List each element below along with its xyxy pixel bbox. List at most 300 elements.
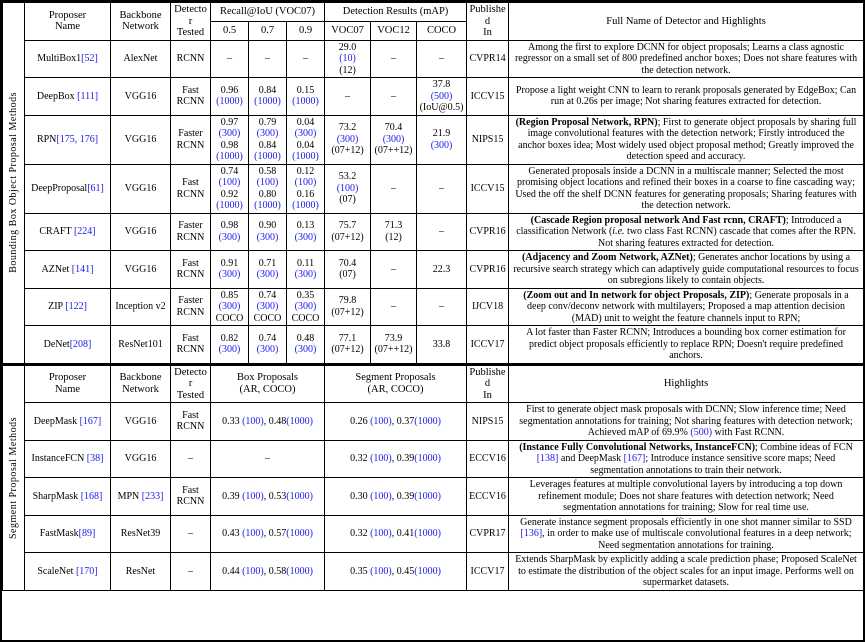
cell-published-in bbox=[467, 213, 509, 251]
cell-line bbox=[513, 517, 859, 552]
citation-link[interactable]: [167] bbox=[623, 453, 646, 464]
cell-line bbox=[213, 344, 246, 356]
cell-recall-0-9 bbox=[287, 78, 325, 116]
text-segment: – bbox=[227, 53, 232, 64]
cell-line bbox=[373, 134, 414, 146]
header-line: Proposer bbox=[48, 9, 87, 21]
cell-line bbox=[373, 333, 414, 345]
cell-map-voc07 bbox=[325, 326, 371, 364]
text-segment: (100) bbox=[370, 528, 392, 539]
text-segment: (07+12) bbox=[331, 231, 364, 243]
text-segment: (100) bbox=[242, 415, 264, 427]
cell-line bbox=[251, 344, 284, 356]
cell-map-coco bbox=[417, 78, 467, 116]
cell-proposer-name bbox=[25, 164, 111, 213]
header-line: Name bbox=[54, 383, 81, 395]
text-segment: Fast bbox=[182, 177, 199, 188]
text-segment: (1000) bbox=[414, 415, 441, 427]
cell-line bbox=[327, 183, 368, 195]
column-header bbox=[111, 365, 171, 403]
column-subheader: 0.7 bbox=[249, 21, 287, 40]
text-segment: 0.04 bbox=[296, 116, 315, 128]
cell-proposer-name bbox=[25, 326, 111, 364]
text-segment: – bbox=[188, 565, 193, 577]
cell-map-voc07 bbox=[325, 78, 371, 116]
text-segment: COCO bbox=[253, 312, 282, 324]
text-segment: (1000) bbox=[286, 565, 313, 577]
text-segment: ICCV15 bbox=[470, 182, 505, 194]
header-line: Detector bbox=[174, 4, 207, 27]
citation-link[interactable]: [141] bbox=[71, 263, 94, 275]
text-segment: 0.33 bbox=[222, 415, 243, 427]
text-segment: (100) bbox=[256, 177, 279, 188]
header-line: Network bbox=[122, 21, 159, 33]
column-header bbox=[509, 365, 864, 403]
text-segment: 70.4 bbox=[384, 122, 403, 134]
text-segment: 0.12 bbox=[296, 165, 315, 177]
cell-line bbox=[213, 117, 246, 129]
cell-proposer-name bbox=[25, 515, 111, 553]
cell-backbone-network bbox=[111, 164, 171, 213]
cell-line bbox=[173, 269, 208, 281]
cell-proposer-name bbox=[25, 553, 111, 591]
cell-line bbox=[251, 269, 284, 281]
cell-line bbox=[419, 301, 464, 313]
text-segment: Generate instance segment proposals efficiently in one shot manner similar to SSD bbox=[520, 516, 852, 528]
text-segment: ECCV16 bbox=[469, 490, 506, 502]
cell-line bbox=[113, 134, 168, 146]
cell-line bbox=[373, 264, 414, 276]
bounding-box-proposal-methods-table bbox=[2, 2, 864, 364]
cell-line bbox=[27, 566, 108, 578]
cell-published-in bbox=[467, 515, 509, 553]
cell-recall-0-7 bbox=[249, 115, 287, 164]
cell-line bbox=[213, 220, 246, 232]
cell-backbone-network bbox=[111, 403, 171, 441]
section-side-label bbox=[3, 3, 25, 364]
cell-line bbox=[213, 269, 246, 281]
header-line: Network bbox=[122, 383, 159, 395]
cell-line bbox=[251, 85, 284, 97]
text-segment: 0.80 bbox=[258, 188, 277, 200]
cell-line bbox=[513, 215, 859, 250]
cell-recall-0-7 bbox=[249, 78, 287, 116]
cell-line bbox=[289, 290, 322, 302]
cell-highlights bbox=[509, 251, 864, 289]
text-segment: CVPR16 bbox=[469, 263, 506, 275]
cell-line bbox=[469, 491, 506, 503]
text-segment: (1000) bbox=[254, 200, 281, 211]
text-segment: 0.98 bbox=[220, 220, 239, 232]
cell-backbone-network bbox=[111, 553, 171, 591]
text-segment: A lot faster than Faster RCNN; Introduces a bounding box corner estimation for predict object proposals efficiently to replace RPN; Doesn't require predefined anchors. bbox=[526, 327, 846, 361]
cell-recall-0-9 bbox=[287, 326, 325, 364]
table-row bbox=[3, 288, 864, 326]
text-segment: (07++12) bbox=[374, 344, 413, 356]
cell-recall-0-7 bbox=[249, 40, 287, 78]
text-segment: 0.11 bbox=[296, 257, 315, 269]
cell-line bbox=[289, 53, 322, 65]
cell-backbone-network bbox=[111, 115, 171, 164]
cell-line bbox=[173, 333, 208, 345]
cell-recall-0-5 bbox=[211, 115, 249, 164]
text-segment: (1000) bbox=[216, 151, 243, 162]
cell-line bbox=[213, 96, 246, 108]
text-segment: (1000) bbox=[414, 490, 441, 502]
cell-line bbox=[213, 453, 322, 465]
cell-line bbox=[289, 333, 322, 345]
citation-link[interactable]: [38] bbox=[86, 453, 104, 464]
citation-link[interactable]: [111] bbox=[77, 90, 99, 102]
text-segment: (Adjacency and Zoom Network, AZNet) bbox=[522, 252, 693, 263]
cell-segment-proposals bbox=[325, 553, 467, 591]
text-segment: (07) bbox=[339, 269, 356, 281]
header-line: (AR, COCO) bbox=[367, 383, 424, 395]
cell-box-proposals bbox=[211, 403, 325, 441]
text-segment: RPN bbox=[36, 133, 57, 145]
text-segment: (1000) bbox=[414, 565, 441, 577]
cell-line bbox=[213, 566, 322, 578]
cell-line bbox=[113, 528, 168, 540]
citation-link[interactable]: [170] bbox=[75, 565, 98, 577]
cell-line bbox=[513, 327, 859, 362]
citation-link[interactable]: [224] bbox=[73, 226, 96, 237]
text-segment: 0.84 bbox=[258, 84, 277, 96]
text-segment: 75.7 bbox=[338, 220, 357, 232]
text-segment: (100) bbox=[242, 528, 264, 539]
cell-published-in bbox=[467, 403, 509, 441]
cell-line bbox=[27, 528, 108, 540]
cell-line bbox=[419, 102, 464, 114]
text-segment: (300) bbox=[294, 231, 317, 243]
text-segment: (IoU@0.5) bbox=[419, 102, 464, 113]
cell-line bbox=[289, 258, 322, 270]
cell-published-in bbox=[467, 326, 509, 364]
text-segment: CVPR16 bbox=[469, 226, 506, 237]
column-header bbox=[467, 3, 509, 41]
text-segment: , 0.57 bbox=[263, 528, 287, 539]
cell-line bbox=[327, 65, 368, 77]
cell-backbone-network bbox=[111, 251, 171, 289]
cell-backbone-network bbox=[111, 515, 171, 553]
text-segment: (300) bbox=[382, 133, 405, 145]
cell-line bbox=[373, 183, 414, 195]
cell-recall-0-9 bbox=[287, 115, 325, 164]
cell-line bbox=[327, 145, 368, 157]
cell-map-voc07 bbox=[325, 164, 371, 213]
cell-recall-0-7 bbox=[249, 213, 287, 251]
text-segment: 0.97 bbox=[220, 116, 239, 128]
table-row bbox=[3, 164, 864, 213]
cell-segment-proposals bbox=[325, 403, 467, 441]
cell-line bbox=[251, 140, 284, 152]
cell-proposer-name bbox=[25, 251, 111, 289]
citation-link[interactable]: [61] bbox=[87, 182, 104, 194]
cell-line bbox=[213, 491, 322, 503]
citation-link[interactable]: [52] bbox=[81, 53, 98, 64]
segment-proposal-methods-table bbox=[2, 364, 864, 591]
text-segment: (Region Proposal Network, RPN) bbox=[515, 116, 658, 128]
cell-map-voc12 bbox=[371, 288, 417, 326]
text-segment: 0.79 bbox=[258, 116, 277, 128]
text-segment: (300) bbox=[218, 344, 241, 356]
text-segment: – bbox=[391, 182, 397, 194]
text-segment: 29.0 bbox=[338, 41, 357, 53]
cell-map-voc07 bbox=[325, 251, 371, 289]
cell-line bbox=[327, 344, 368, 356]
text-segment: COCO bbox=[291, 312, 320, 324]
cell-line bbox=[469, 134, 506, 146]
cell-proposer-name bbox=[25, 78, 111, 116]
text-segment: (100) bbox=[242, 490, 264, 502]
text-segment: (100) bbox=[370, 565, 392, 577]
text-segment: – bbox=[391, 301, 397, 312]
cell-line bbox=[469, 301, 506, 313]
cell-line bbox=[327, 232, 368, 244]
text-segment: (100) bbox=[294, 177, 317, 188]
cell-detector-tested bbox=[171, 78, 211, 116]
cell-line bbox=[251, 220, 284, 232]
cell-map-voc12 bbox=[371, 326, 417, 364]
cell-line bbox=[289, 220, 322, 232]
text-segment: – bbox=[439, 53, 445, 64]
citation-link[interactable]: [122] bbox=[65, 301, 87, 312]
cell-line bbox=[251, 313, 284, 325]
cell-line bbox=[469, 339, 506, 351]
column-subheader: COCO bbox=[417, 21, 467, 40]
cell-map-voc12 bbox=[371, 40, 417, 78]
column-header bbox=[509, 3, 864, 41]
cell-line bbox=[251, 166, 284, 178]
cell-line bbox=[213, 258, 246, 270]
cell-line bbox=[513, 479, 859, 514]
cell-detector-tested bbox=[171, 326, 211, 364]
cell-published-in bbox=[467, 115, 509, 164]
cell-line bbox=[27, 183, 108, 195]
text-segment: (300) bbox=[218, 231, 241, 243]
cell-line bbox=[173, 232, 208, 244]
cell-line bbox=[419, 53, 464, 65]
cell-line bbox=[419, 79, 464, 91]
text-segment: (Instance Fully Convolutional Networks, InstanceFCN) bbox=[519, 441, 756, 453]
text-segment: ; Introduced a classification Network ( bbox=[516, 214, 842, 237]
cell-line bbox=[173, 410, 208, 422]
cell-map-voc12 bbox=[371, 115, 417, 164]
cell-published-in bbox=[467, 288, 509, 326]
cell-line bbox=[373, 220, 414, 232]
cell-line bbox=[469, 566, 506, 578]
cell-line bbox=[213, 416, 322, 428]
cell-line bbox=[213, 53, 246, 65]
citation-link[interactable]: [208] bbox=[69, 338, 92, 350]
citation-link[interactable]: [136] bbox=[520, 528, 543, 539]
text-segment: Faster bbox=[178, 295, 203, 307]
text-segment: (300) bbox=[294, 128, 317, 139]
text-segment: (300) bbox=[294, 301, 317, 312]
text-segment: 53.2 bbox=[338, 171, 357, 183]
cell-line bbox=[289, 177, 322, 189]
text-segment: (1000) bbox=[414, 528, 441, 539]
cell-line bbox=[113, 339, 168, 351]
text-segment: RCNN bbox=[176, 96, 205, 108]
text-segment: (300) bbox=[256, 231, 279, 243]
cell-map-coco bbox=[417, 115, 467, 164]
citation-link[interactable]: [89] bbox=[78, 528, 96, 539]
cell-line bbox=[251, 232, 284, 244]
cell-line bbox=[373, 91, 414, 103]
text-segment: (300) bbox=[294, 269, 317, 281]
text-segment: 79.8 bbox=[338, 295, 357, 307]
text-segment: 0.74 bbox=[220, 165, 239, 177]
header-line: Segment Proposals bbox=[355, 372, 436, 384]
cell-map-coco bbox=[417, 251, 467, 289]
cell-line bbox=[113, 416, 168, 428]
citation-link[interactable]: [233] bbox=[141, 490, 164, 502]
cell-line bbox=[27, 339, 108, 351]
cell-recall-0-5 bbox=[211, 40, 249, 78]
text-segment: (1000) bbox=[292, 200, 319, 211]
text-segment: 0.96 bbox=[220, 84, 239, 96]
header-line: Tested bbox=[176, 389, 205, 401]
text-segment: (1000) bbox=[254, 151, 281, 162]
cell-line bbox=[289, 140, 322, 152]
text-segment: COCO bbox=[215, 312, 244, 324]
text-segment: FastMask bbox=[39, 528, 79, 539]
cell-proposer-name bbox=[25, 440, 111, 478]
cell-line bbox=[513, 117, 859, 163]
text-segment: Fast bbox=[182, 257, 199, 269]
cell-recall-0-7 bbox=[249, 164, 287, 213]
citation-link[interactable]: [168] bbox=[80, 490, 103, 502]
cell-highlights bbox=[509, 515, 864, 553]
cell-detector-tested bbox=[171, 115, 211, 164]
cell-map-voc12 bbox=[371, 213, 417, 251]
cell-line bbox=[419, 128, 464, 140]
table-row bbox=[3, 403, 864, 441]
cell-line bbox=[327, 220, 368, 232]
text-segment: MultiBox1 bbox=[37, 53, 82, 64]
cell-line bbox=[213, 301, 246, 313]
text-segment: (1000) bbox=[286, 528, 313, 539]
text-segment: VGG16 bbox=[124, 226, 157, 237]
cell-line bbox=[27, 53, 108, 65]
table-row bbox=[3, 78, 864, 116]
cell-line bbox=[213, 333, 246, 345]
text-segment: 0.74 bbox=[258, 289, 277, 301]
text-segment: Extends SharpMask by explicitly adding a scale prediction phase; Proposed ScaleNet to estimate the distribution of the object scales for an input image. Performs well on supermarket datasets. bbox=[515, 554, 857, 588]
header-line: Full Name of Detector and Highlights bbox=[606, 15, 766, 27]
cell-detector-tested bbox=[171, 440, 211, 478]
text-segment: (1000) bbox=[414, 453, 441, 464]
text-segment: – bbox=[265, 453, 270, 464]
cell-published-in bbox=[467, 78, 509, 116]
cell-backbone-network bbox=[111, 213, 171, 251]
header-line: Backbone bbox=[119, 9, 162, 21]
citation-link[interactable]: [138] bbox=[536, 453, 559, 464]
cell-backbone-network bbox=[111, 40, 171, 78]
cell-line bbox=[327, 566, 464, 578]
cell-line bbox=[289, 301, 322, 313]
cell-line bbox=[251, 189, 284, 201]
text-segment: (300) bbox=[256, 301, 279, 312]
text-segment: ; Generates anchor locations by using a recursive search strategy which can adaptively guide computational resources to focus on subregions likely to contain objects. bbox=[513, 252, 859, 286]
cell-line bbox=[27, 491, 108, 503]
text-segment: (07+12) bbox=[331, 306, 364, 318]
cell-line bbox=[27, 134, 108, 146]
cell-line bbox=[113, 226, 168, 238]
citation-link[interactable]: [175, 176] bbox=[56, 133, 99, 145]
cell-recall-0-5 bbox=[211, 288, 249, 326]
text-segment: – bbox=[391, 53, 397, 64]
header-line: Highlights bbox=[663, 378, 709, 389]
cell-line bbox=[213, 290, 246, 302]
table-row bbox=[3, 553, 864, 591]
text-segment: ICCV15 bbox=[470, 90, 505, 102]
cell-highlights bbox=[509, 288, 864, 326]
text-segment: (1000) bbox=[286, 415, 313, 427]
cell-backbone-network bbox=[111, 78, 171, 116]
cell-highlights bbox=[509, 403, 864, 441]
cell-line bbox=[251, 151, 284, 163]
column-header bbox=[211, 365, 325, 403]
cell-line bbox=[27, 226, 108, 238]
cell-proposer-name bbox=[25, 403, 111, 441]
cell-line bbox=[373, 53, 414, 65]
cell-line bbox=[173, 128, 208, 140]
cell-line bbox=[289, 151, 322, 163]
text-segment: – bbox=[265, 53, 270, 64]
cell-detector-tested bbox=[171, 288, 211, 326]
text-segment: 21.9 bbox=[432, 128, 451, 139]
text-segment: RCNN bbox=[176, 421, 205, 433]
text-segment: (300) bbox=[336, 133, 359, 145]
text-segment: (1000) bbox=[292, 96, 319, 108]
column-header bbox=[25, 3, 111, 41]
cell-map-voc07 bbox=[325, 288, 371, 326]
cell-line bbox=[513, 404, 859, 439]
cell-line bbox=[113, 183, 168, 195]
text-segment: , 0.39 bbox=[391, 490, 415, 502]
text-segment: – bbox=[391, 90, 397, 102]
text-segment: (07+12) bbox=[331, 344, 364, 356]
text-segment: Propose a light weight CNN to learn to rerank proposals generated by EdgeBox; Can run at 0.26s per image; Not sharing features extracted for detection. bbox=[515, 84, 857, 108]
cell-line bbox=[251, 290, 284, 302]
table-row bbox=[3, 326, 864, 364]
text-segment: Leverages features at multiple convolutional layers by introducing a top down refinement module; Does not share features with detection network; Need segmentation annotations for training; Slow for real time use. bbox=[529, 479, 843, 513]
cell-line bbox=[173, 140, 208, 152]
table-row bbox=[3, 515, 864, 553]
header-line: Published bbox=[469, 4, 506, 27]
text-segment: – bbox=[188, 528, 193, 539]
text-segment: – bbox=[391, 263, 397, 275]
cell-segment-proposals bbox=[325, 478, 467, 516]
cell-line bbox=[289, 344, 322, 356]
cell-highlights bbox=[509, 213, 864, 251]
cell-recall-0-9 bbox=[287, 164, 325, 213]
cell-line bbox=[327, 491, 464, 503]
cell-line bbox=[469, 53, 506, 65]
text-segment: (300) bbox=[218, 301, 241, 312]
text-segment: – bbox=[439, 301, 445, 312]
cell-backbone-network bbox=[111, 440, 171, 478]
text-segment: (300) bbox=[218, 128, 241, 139]
citation-link[interactable]: [167] bbox=[79, 415, 102, 427]
cell-line bbox=[251, 53, 284, 65]
column-header bbox=[467, 365, 509, 403]
cell-recall-0-5 bbox=[211, 164, 249, 213]
column-subheader: 0.9 bbox=[287, 21, 325, 40]
text-segment: (300) bbox=[256, 269, 279, 281]
